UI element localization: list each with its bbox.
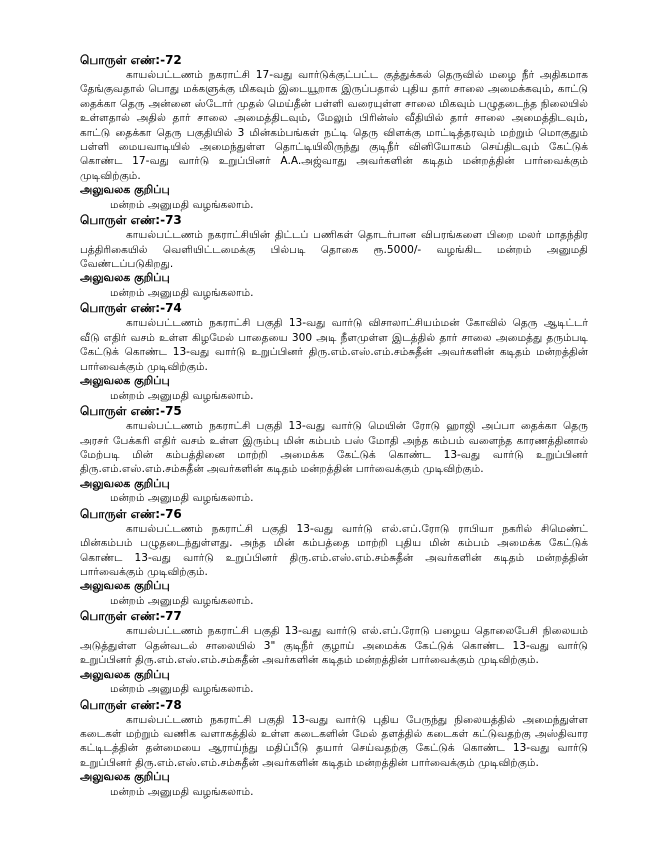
office-decision: மன்றம் அனுமதி வழங்கலாம். — [110, 785, 254, 798]
item-body: காயல்பட்டணம் நகராட்சி பகுதி 13-வது வார்டு விசாலாட்சியம்மன் கோவில் தெரு ஆடிட்டர் வீடு எதிர் வசம் உள்ள கிழமேல் பாதையை 300 அடி நீளமுள்ள இடத்தில் தார் சாலை அமைத்து தரும்படி கேட்டுக் கொண்ட 13-வது வார்டு உறுப்பினர் திரு.எம்.எஸ்.எம்.சம்சுதீன் அவர்களின் கடிதம் மன்றத்தின் பார்வைக்கும் முடிவிற்கும். — [80, 317, 588, 373]
office-decision: மன்றம் அனுமதி வழங்கலாம். — [110, 683, 254, 696]
agenda-item-77 — [80, 608, 588, 696]
agenda-item-76 — [80, 506, 588, 609]
item-heading: பொருள் எண்:-75 — [80, 404, 182, 419]
item-heading: பொருள் எண்:-73 — [80, 213, 182, 228]
office-decision: மன்றம் அனுமதி வழங்கலாம். — [110, 198, 254, 211]
office-note-label: அலுவலக குறிப்பு — [80, 271, 170, 285]
item-body: காயல்பட்டணம் நகராட்சி பகுதி 13-வது வார்டு புதிய பேருந்து நிலையத்தில் அமைந்துள்ள கடைகள் மற்றும் வணிக வளாகத்தில் உள்ள கடைகளின் மேல் தளத்தில் கடைகள் கட்டுவதற்கு அஸ்திவார கட்டிடத்தின் தன்மையை ஆராய்ந்து மதிப்பீடு தயார் செய்வதற்கு கேட்டுக் கொண்ட 13-வது வார்டு உறுப்பினர் திரு.எம்.எஸ்.எம்.சம்சுதீன் அவர்களின் கடிதம் மன்றத்தின் பார்வைக்கும் முடிவிற்கும். — [80, 713, 588, 769]
office-note-label: அலுவலக குறிப்பு — [80, 667, 170, 681]
item-heading: பொருள் எண்:-72 — [80, 53, 182, 67]
item-body: காயல்பட்டணம் நகராட்சி 17-வது வார்டுக்குட்பட்ட குத்துக்கல் தெருவில் மழை நீர் அதிகமாக தேங்குவதால் பொது மக்களுக்கு மிகவும் இடையூறாக இருப்பதால் புதிய தார் சாலை அமைக்கவும், காட்டு தைக்கா தெரு அன்னை ஸ்டோர் முதல் மெய்தீன் பள்ளி வரையுள்ள சாலை மிகவும் பழுதடைந்த நிலையில் உள்ளதால் அதில் தார் சாலை அமைத்திடவும், மேலும் பிரின்ஸ் வீதியில் தார் சாலை அமைத்திடவும், காட்டு தைக்கா தெரு பகுதியில் 3 மின்கம்பங்கள் நட்டி தெரு விளக்கு மாட்டித்தரவும் மற்றும் மொகுதும் பள்ளி மையவாடியில் அமைந்துள்ள தொட்டியிலிருந்து குடிநீர் வினியோகம் செய்திடவும் கேட்டுக் கொண்ட 17-வது வார்டு உறுப்பினர் A.A.அஜ்வாது அவர்களின் கடிதம் மன்றத்தின் பார்வைக்கும் முடிவிற்கும். — [80, 69, 588, 182]
office-note-label: அலுவலக குறிப்பு — [80, 579, 170, 593]
agenda-item-72 — [80, 52, 588, 212]
office-note-label: அலுவலக குறிப்பு — [80, 770, 170, 784]
office-note-label: அலுவலக குறிப்பு — [80, 374, 170, 388]
agenda-item-73 — [80, 212, 588, 300]
item-body: காயல்பட்டணம் நகராட்சி பகுதி 13-வது வார்டு மெயின் ரோடு ஹாஜி அப்பா தைக்கா தெரு அரசர் பேக்கரி எதிர் வசம் உள்ள இரும்பு மின் கம்பம் பஸ் மோதி அந்த கம்பம் வளைந்த காரணத்தினால் மேற்படி மின் கம்பத்தினை மாற்றி அமைக்க கேட்டுக் கொண்ட 13-வது வார்டு உறுப்பினர் திரு.எம்.எஸ்.எம்.சம்சுதீன் அவர்களின் கடிதம் மன்றத்தின் பார்வைக்கும் முடிவிற்கும். — [80, 420, 588, 476]
agenda-item-75 — [80, 403, 588, 506]
item-body: காயல்பட்டணம் நகராட்சி பகுதி 13-வது வார்டு எல்.எப்.ரோடு பழைய தொலைபேசி நிலையம் அடுத்துள்ள தென்வடல் சாலையில் 3" குடிநீர் குழாய் அமைக்க கேட்டுக் கொண்ட 13-வது வார்டு உறுப்பினர் திரு.எம்.எஸ்.எம்.சம்சுதீன் அவர்களின் கடிதம் மன்றத்தின் பார்வைக்கும் முடிவிற்கும். — [80, 625, 588, 667]
item-heading: பொருள் எண்:-76 — [80, 506, 182, 521]
item-heading: பொருள் எண்:-74 — [80, 301, 182, 316]
agenda-item-74 — [80, 300, 588, 403]
office-decision: மன்றம் அனுமதி வழங்கலாம். — [110, 286, 254, 299]
office-decision: மன்றம் அனுமதி வழங்கலாம். — [110, 492, 254, 505]
agenda-item-78 — [80, 697, 588, 800]
item-body: காயல்பட்டணம் நகராட்சியின் திட்டப் பணிகள் தொடர்பான விபரங்களை பிறை மலர் மாதந்திர பத்திரிகையில் வெளியிட்டமைக்கு பில்படி தொகை ரூ.5000/- வழங்கிட மன்றம் அனுமதி வேண்டப்படுகிறது. — [80, 229, 588, 271]
item-body: காயல்பட்டணம் நகராட்சி பகுதி 13-வது வார்டு எல்.எப்.ரோடு ராபியா நகரில் சிமெண்ட் மின்கம்பம் பழுதடைந்துள்ளது. அந்த மின் கம்பத்தை மாற்றி புதிய மின் கம்பம் அமைக்க கேட்டுக் கொண்ட 13-வது வார்டு உறுப்பினர் திரு.எம்.எஸ்.எம்.சம்சுதீன் அவர்களின் கடிதம் மன்றத்தின் பார்வைக்கும் முடிவிற்கும். — [80, 522, 588, 578]
office-decision: மன்றம் அனுமதி வழங்கலாம். — [110, 389, 254, 402]
item-heading: பொருள் எண்:-78 — [80, 697, 182, 712]
office-decision: மன்றம் அனுமதி வழங்கலாம். — [110, 594, 254, 607]
office-note-label: அலுவலக குறிப்பு — [80, 476, 170, 490]
item-heading: பொருள் எண்:-77 — [80, 609, 182, 624]
office-note-label: அலுவலக குறிப்பு — [80, 183, 170, 197]
